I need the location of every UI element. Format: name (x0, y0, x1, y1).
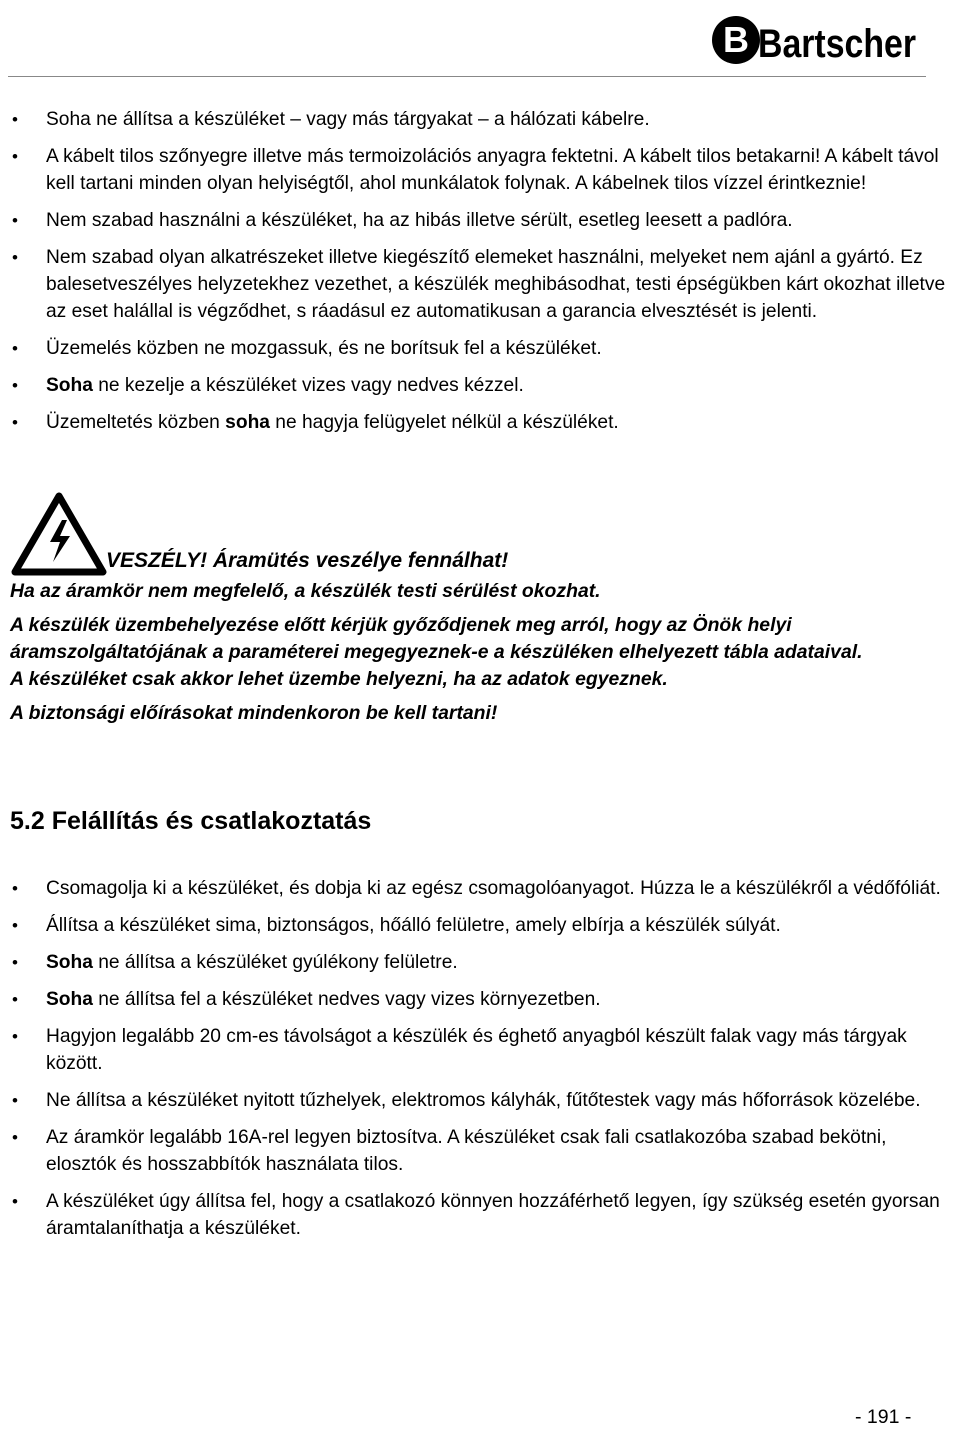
list-item: • Az áramkör legalább 16A-rel legyen biztosítva. A készüléket csak fali csatlakozóba szabad bekötni, elosztók és hosszabbítók használata tilos. (0, 1124, 946, 1178)
electric-hazard-icon (10, 490, 108, 578)
svg-text:Bartscher: Bartscher (758, 22, 916, 66)
list-item: • Üzemeltetés közben soha ne hagyja felügyelet nélkül a készüléket. (0, 409, 946, 436)
safety-instructions-list (0, 106, 960, 446)
list-item: • Soha ne állítsa a készüléket gyúlékony felületre. (0, 949, 946, 976)
list-item: • Soha ne állítsa fel a készüléket nedves vagy vizes környezetben. (0, 986, 946, 1013)
warning-line: Ha az áramkör nem megfelelő, a készülék testi sérülést okozhat. (10, 580, 601, 602)
list-item: • A készüléket úgy állítsa fel, hogy a csatlakozó könnyen hozzáférhető legyen, így szükség esetén gyorsan áramtalaníthatja a készüléket. (0, 1188, 946, 1242)
warning-line: A biztonsági előírásokat mindenkoron be kell tartani! (10, 702, 498, 724)
header-divider (8, 76, 926, 77)
list-item: • Csomagolja ki a készüléket, és dobja ki az egész csomagolóanyagot. Húzza le a készülékről a védőfóliát. (0, 875, 946, 902)
warning-line: A készülék üzembehelyezése előtt kérjük győződjenek meg arról, hogy az Önök helyi áramszolgáltatójának a paraméterei megegyeznek-e a készüléken elhelyezett tábla adataival. (10, 614, 863, 663)
list-item: • Nem szabad használni a készüléket, ha az hibás illetve sérült, esetleg leesett a padlóra. (0, 207, 946, 234)
setup-instructions-list (0, 875, 960, 1252)
section-heading: 5.2 Felállítás és csatlakoztatás (10, 807, 372, 835)
page-number: - 191 - (855, 1406, 912, 1428)
list-item: • Hagyjon legalább 20 cm-es távolságot a készülék és éghető anyagból készült falak vagy más tárgyak között. (0, 1023, 946, 1077)
bartscher-logo (708, 6, 920, 70)
warning-text (10, 578, 945, 727)
warning-line: A készüléket csak akkor lehet üzembe helyezni, ha az adatok egyeznek. (10, 668, 668, 690)
list-item: • Ne állítsa a készüléket nyitott tűzhelyek, elektromos kályhák, fűtőtestek vagy más hőforrások közelébe. (0, 1087, 946, 1114)
list-item: • Soha ne kezelje a készüléket vizes vagy nedves kézzel. (0, 372, 946, 399)
list-item: • A kábelt tilos szőnyegre illetve más termoizolációs anyagra fektetni. A kábelt tilos betakarni! A kábelt távol kell tartani minden olyan helyiségtől, ahol munkálatok folynak. A kábelnek tilos vízzel érintkeznie! (0, 143, 946, 197)
list-item: • Üzemelés közben ne mozgassuk, és ne borítsuk fel a készüléket. (0, 335, 946, 362)
list-item: • Állítsa a készüléket sima, biztonságos, hőálló felületre, amely elbírja a készülék súlyát. (0, 912, 946, 939)
danger-title: VESZÉLY! Áramütés veszélye fennálhat! (106, 549, 509, 572)
list-item: • Nem szabad olyan alkatrészeket illetve kiegészítő elemeket használni, melyeket nem ajánl a gyártó. Ez balesetveszélyes helyzetekhez vezethet, a készülék meghibásodhat, testi épségükben kárt okozhat illetve az eset halállal is végződhet, s ráadásul ez automatikusan a garancia elvesztését is jelenti. (0, 244, 946, 325)
svg-text:B: B (723, 19, 749, 60)
list-item: • Soha ne állítsa a készüléket – vagy más tárgyakat – a hálózati kábelre. (0, 106, 946, 133)
